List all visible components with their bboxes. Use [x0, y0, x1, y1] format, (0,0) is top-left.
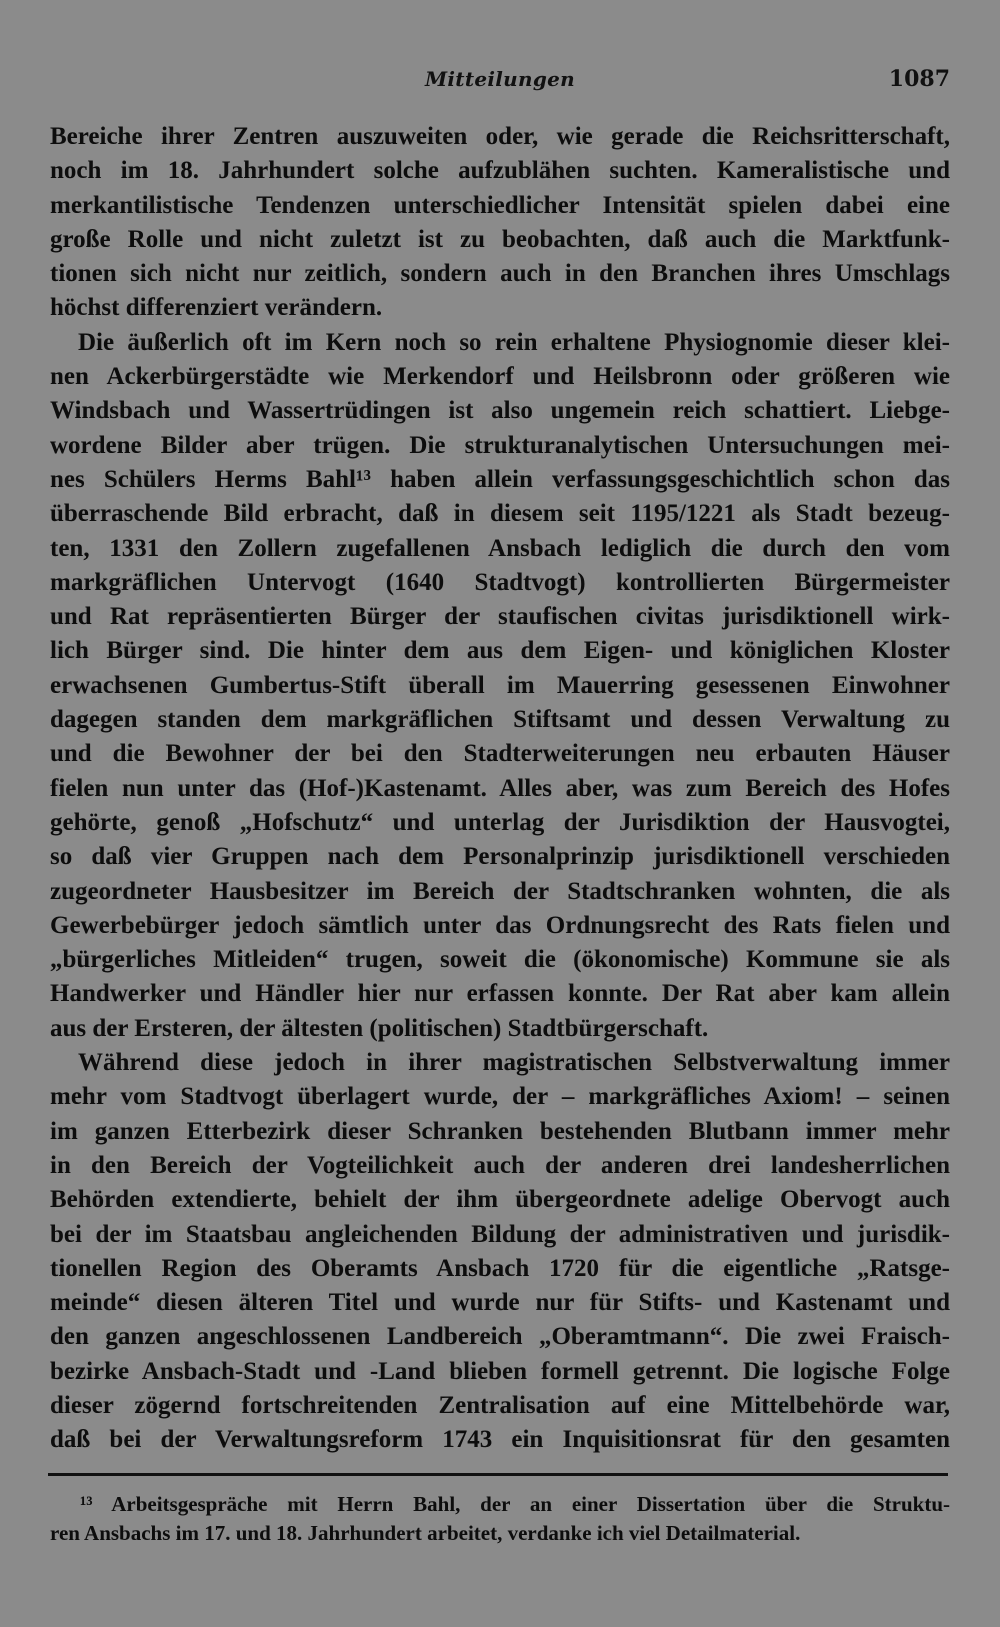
text-line: tionellen Region des Oberamts Ansbach 1720 für die eigentliche „Ratsge- — [50, 1254, 950, 1282]
text-line: Handwerker und Händler hier nur erfassen konnte. Der Rat aber kam allein — [50, 980, 950, 1008]
text-line: mehr vom Stadtvogt überlagert wurde, der – markgräfliches Axiom! – seinen — [50, 1083, 950, 1111]
footnote-line: ren Ansbachs im 17. und 18. Jahrhundert arbeitet, verdanke ich viel Detailmaterial. — [50, 1521, 801, 1545]
text-line: dagegen standen dem markgräflichen Stiftsamt und dessen Verwaltung zu — [50, 706, 950, 734]
text-line: noch im 18. Jahrhundert solche aufzublähen suchten. Kameralistische und — [50, 157, 950, 185]
text-line: große Rolle und nicht zuletzt ist zu beobachten, daß auch die Marktfunk- — [50, 225, 950, 253]
text-line: wordene Bilder aber trügen. Die strukturanalytischen Untersuchungen mei- — [50, 431, 950, 459]
text-line: bei der im Staatsbau angleichenden Bildung der administrativen und jurisdik- — [50, 1220, 950, 1248]
text-line: Windsbach und Wassertrüdingen ist also ungemein reich schattiert. Liebge- — [50, 397, 950, 425]
text-line: ten, 1331 den Zollern zugefallenen Ansbach lediglich die durch den vom — [50, 534, 950, 562]
text-line: höchst differenziert verändern. — [50, 294, 383, 322]
text-line: bezirke Ansbach-Stadt und -Land blieben formell getrennt. Die logische Folge — [50, 1357, 950, 1385]
text-line: Gewerbebürger jedoch sämtlich unter das Ordnungsrecht des Rats fielen und — [50, 911, 950, 939]
text-line: lich Bürger sind. Die hinter dem aus dem Eigen- und königlichen Kloster — [50, 637, 950, 665]
footnotes — [50, 1490, 950, 1548]
text-line: nes Schülers Herms Bahl¹³ haben allein verfassungsgeschichtlich schon das — [50, 465, 950, 493]
text-line: im ganzen Etterbezirk dieser Schranken bestehenden Blutbann immer mehr — [50, 1117, 950, 1145]
text-line: aus der Ersteren, der ältesten (politischen) Stadtbürgerschaft. — [50, 1014, 709, 1042]
text-line: zugeordneter Hausbesitzer im Bereich der Stadtschranken wohnten, die als — [50, 877, 950, 905]
text-line: daß bei der Verwaltungsreform 1743 ein Inquisitionsrat für den gesamten — [50, 1426, 950, 1454]
page-header — [50, 62, 950, 96]
text-line: markgräflichen Untervogt (1640 Stadtvogt) kontrollierten Bürgermeister — [50, 568, 950, 596]
footnote-line: ¹³ Arbeitsgespräche mit Herrn Bahl, der an einer Dissertation über die Struktu- — [80, 1492, 950, 1516]
text-line: Bereiche ihrer Zentren auszuweiten oder, wie gerade die Reichsritterschaft, — [50, 123, 950, 150]
text-line: nen Ackerbürgerstädte wie Merkendorf und Heilsbronn oder größeren wie — [50, 363, 950, 391]
text-line: dieser zögernd fortschreitenden Zentralisation auf eine Mittelbehörde war, — [50, 1391, 950, 1419]
text-line: gehörte, genoß „Hofschutz“ und unterlag der Jurisdiktion der Hausvogtei, — [50, 808, 950, 836]
text-line: tionen sich nicht nur zeitlich, sondern auch in den Branchen ihres Umschlags — [50, 260, 950, 288]
text-line: überraschende Bild erbracht, daß in diesem seit 1195/1221 als Stadt bezeug- — [50, 500, 950, 528]
text-line: in den Bereich der Vogteilichkeit auch der anderen drei landesherrlichen — [50, 1151, 950, 1179]
page-number: 1087 — [888, 66, 950, 92]
body-text — [50, 120, 950, 1458]
text-line: Die äußerlich oft im Kern noch so rein erhaltene Physiognomie dieser klei- — [78, 328, 950, 356]
text-line: meinde“ diesen älteren Titel und wurde nur für Stifts- und Kastenamt und — [50, 1289, 950, 1317]
text-line: den ganzen angeschlossenen Landbereich „Oberamtmann“. Die zwei Fraisch- — [50, 1323, 950, 1351]
text-line: „bürgerliches Mitleiden“ trugen, soweit die (ökonomische) Kommune sie als — [50, 946, 950, 974]
text-line: und Rat repräsentierten Bürger der staufischen civitas jurisdiktionell wirk- — [50, 603, 950, 631]
text-line: merkantilistische Tendenzen unterschiedlicher Intensität spielen dabei eine — [50, 191, 950, 219]
text-line: und die Bewohner der bei den Stadterweiterungen neu erbauten Häuser — [50, 740, 950, 768]
running-head: Mitteilungen — [424, 67, 576, 91]
footnote-rule — [48, 1473, 948, 1476]
text-line: erwachsenen Gumbertus-Stift überall im Mauerring gesessenen Einwohner — [50, 671, 950, 699]
text-line: Während diese jedoch in ihrer magistratischen Selbstverwaltung immer — [78, 1049, 950, 1077]
text-line: so daß vier Gruppen nach dem Personalprinzip jurisdiktionell verschieden — [50, 843, 950, 871]
text-line: fielen nun unter das (Hof-)Kastenamt. Alles aber, was zum Bereich des Hofes — [50, 774, 950, 802]
text-line: Behörden extendierte, behielt der ihm übergeordnete adelige Obervogt auch — [50, 1186, 950, 1214]
